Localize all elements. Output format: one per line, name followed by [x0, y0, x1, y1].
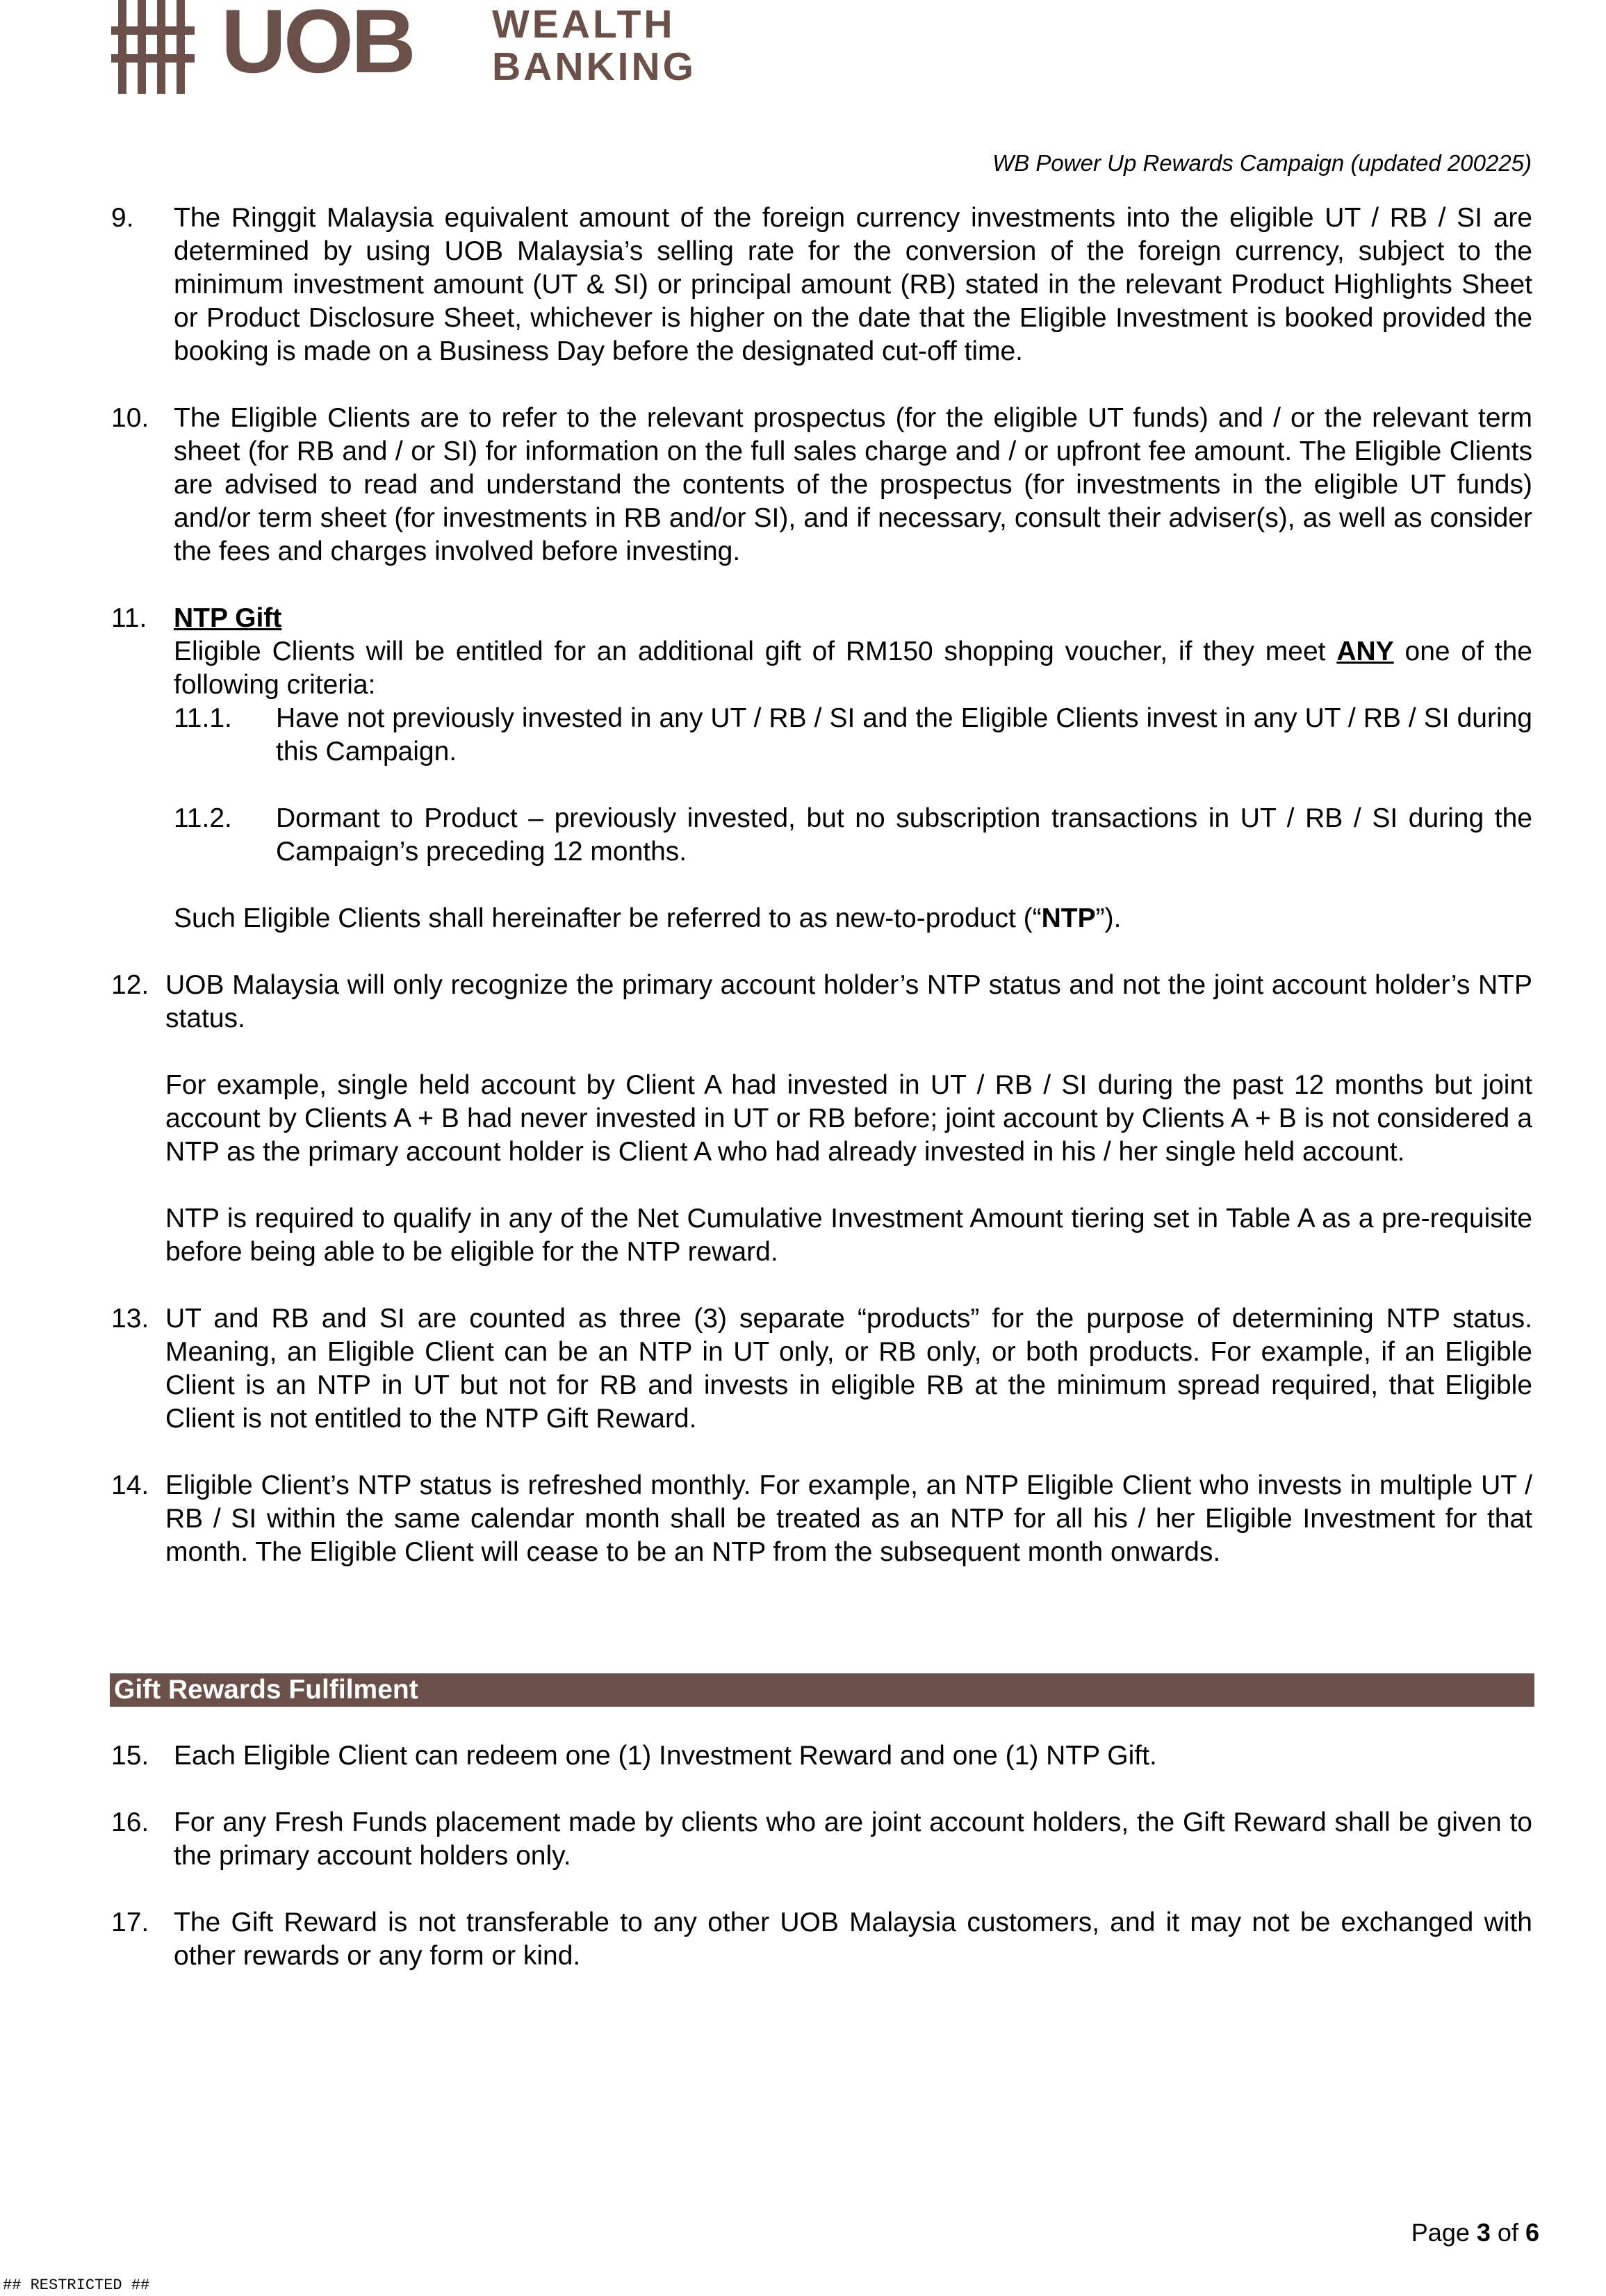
term-number: 9.	[111, 203, 134, 233]
uob-logo-mark-icon	[111, 0, 215, 97]
term-text: For any Fresh Funds placement made by clients who are joint account holders, the Gift Reward shall be given to the primary account holders only.	[174, 1807, 1532, 1871]
term-closing	[174, 902, 1532, 935]
term-text: The Ringgit Malaysia equivalent amount of the foreign currency investments into the eligible UT / RB / SI are determined by using UOB Malaysia’s selling rate for the conversion of the foreign currency, subject to the minimum investment amount (UT & SI) or principal amount (RB) stated in the relevant Product Highlights Sheet or Product Disclosure Sheet, whichever is higher on the date that the Eligible Investment is booked provided the booking is made on a Business Day before the designated cut-off time.	[174, 203, 1532, 366]
terms-list-fulfilment	[111, 1739, 1532, 2006]
sub-number: 11.2.	[174, 803, 232, 833]
term-paragraph: NTP is required to qualify in any of the Net Cumulative Investment Amount tiering set in Table A as a pre-requisite before being able to be eligible for the NTP reward.	[165, 1204, 1532, 1267]
term-item-10	[111, 402, 1532, 568]
document-header-title: WB Power Up Rewards Campaign (updated 200225)	[992, 150, 1532, 176]
term-number: 17.	[111, 1908, 149, 1937]
term-number: 16.	[111, 1807, 149, 1837]
term-item-11	[111, 602, 1532, 935]
term-text: UT and RB and SI are counted as three (3) separate “products” for the purpose of determining NTP status. Meaning, an Eligible Client can be an NTP in UT only, or RB only, or both products. For example, if an Eligible Client is an NTP in UT but not for RB and invests in eligible RB at the minimum spread required, that Eligible Client is not entitled to the NTP Gift Reward.	[165, 1304, 1532, 1434]
term-paragraph: For example, single held account by Client A had invested in UT / RB / SI during the past 12 months but joint account by Clients A + B had never invested in UT or RB before; joint account by Clients A + B is not considered a NTP as the primary account holder is Client A who had already invested in his / her single held account.	[165, 1070, 1532, 1167]
logo-line-2: BANKING	[492, 44, 696, 89]
term-text: The Gift Reward is not transferable to any other UOB Malaysia customers, and it may not be exchanged with other rewards or any form or kind.	[174, 1908, 1532, 1971]
logo-brand: UOB	[221, 0, 413, 92]
sub-item-11-1	[174, 702, 1532, 769]
term-text: The Eligible Clients are to refer to the relevant prospectus (for the eligible UT funds) and / or the relevant term sheet (for RB and / or SI) for information on the full sales charge and / or upfront fee amount. The Eligible Clients are advised to read and understand the contents of the prospectus (for investments in the eligible UT funds) and/or term sheet (for investments in RB and/or SI), and if necessary, consult their adviser(s), as well as consider the fees and charges involved before investing.	[174, 403, 1532, 566]
sub-item-11-2	[174, 802, 1532, 869]
term-text: Eligible Client’s NTP status is refreshed monthly. For example, an NTP Eligible Client who invests in multiple UT / RB / SI within the same calendar month shall be treated as an NTP for all his / her Eligible Investment for that month. The Eligible Client will cease to be an NTP from the subsequent month onwards.	[165, 1470, 1532, 1567]
term-number: 13.	[111, 1304, 149, 1334]
closing-text-end: ”).	[1095, 903, 1122, 933]
page-number	[1411, 2218, 1539, 2247]
term-item-14	[111, 1469, 1532, 1569]
term-item-13	[111, 1302, 1532, 1436]
closing-emphasis: NTP	[1041, 903, 1096, 933]
term-intro	[174, 635, 1532, 702]
section-heading-gift-rewards: Gift Rewards Fulfilment	[110, 1673, 1534, 1707]
sub-number: 11.1.	[174, 703, 232, 733]
uob-logo	[111, 0, 709, 97]
term-paragraph: UOB Malaysia will only recognize the primary account holder’s NTP status and not the joint account holder’s NTP status.	[165, 970, 1532, 1033]
term-number: 12.	[111, 970, 149, 1000]
sub-text: Dormant to Product – previously invested, but no subscription transactions in UT / RB / SI during the Campaign’s preceding 12 months.	[276, 803, 1532, 867]
term-number: 14.	[111, 1470, 149, 1500]
page-total: 6	[1525, 2218, 1539, 2247]
logo-subtitle	[492, 3, 696, 88]
term-item-17	[111, 1906, 1532, 1973]
term-item-12	[111, 969, 1532, 1269]
page-current: 3	[1476, 2218, 1491, 2247]
page-label: Page	[1411, 2218, 1470, 2247]
term-number: 11.	[111, 603, 147, 633]
logo-line-1: WEALTH	[492, 2, 675, 47]
closing-text: Such Eligible Clients shall hereinafter be referred to as new-to-product (“	[174, 903, 1042, 933]
sub-text: Have not previously invested in any UT / RB / SI and the Eligible Clients invest in any UT / RB / SI during this Campaign.	[276, 703, 1532, 766]
term-heading: NTP Gift	[174, 603, 282, 633]
term-text: Each Eligible Client can redeem one (1) Investment Reward and one (1) NTP Gift.	[174, 1741, 1157, 1771]
term-number: 15.	[111, 1741, 149, 1771]
classification-label: ## RESTRICTED ##	[3, 2277, 150, 2294]
term-number: 10.	[111, 403, 149, 433]
term-item-9	[111, 202, 1532, 368]
intro-text-end: one of the following criteria:	[174, 637, 1532, 700]
term-item-15	[111, 1739, 1532, 1773]
intro-emphasis: ANY	[1336, 637, 1394, 666]
term-item-16	[111, 1806, 1532, 1873]
terms-list	[111, 202, 1532, 1602]
intro-text: Eligible Clients will be entitled for an additional gift of RM150 shopping voucher, if they meet	[174, 637, 1337, 666]
page-of: of	[1497, 2218, 1518, 2247]
